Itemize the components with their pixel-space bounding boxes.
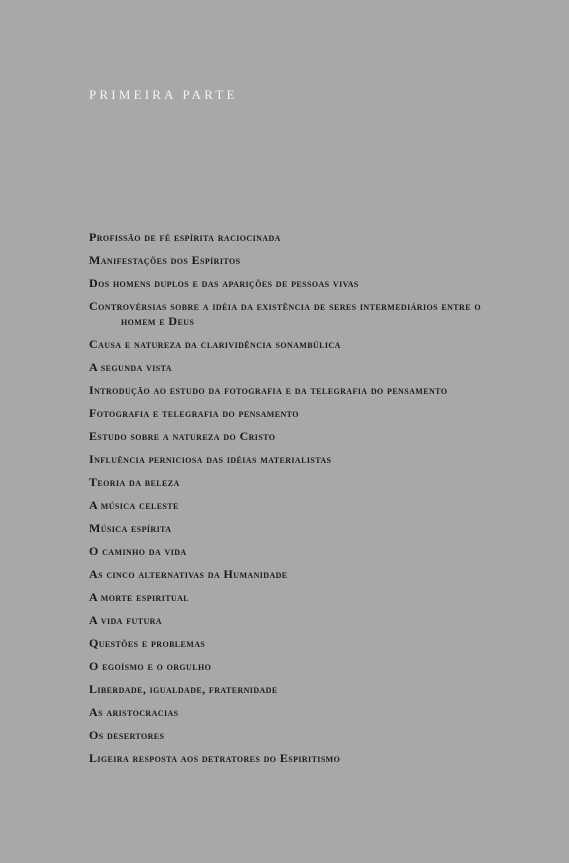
toc-item: A música celeste <box>89 498 179 512</box>
toc-item: O caminho da vida <box>89 544 187 558</box>
toc-item: Música espírita <box>89 521 172 535</box>
toc-item: Dos homens duplos e das aparições de pessoas vivas <box>89 276 359 290</box>
toc-item: As aristocracias <box>89 705 179 719</box>
toc-item: A morte espiritual <box>89 590 190 604</box>
toc-item: A vida futura <box>89 613 162 627</box>
toc-item: Profissão de fé espírita raciocinada <box>89 230 281 244</box>
toc-item: As cinco alternativas da Humanidade <box>89 567 288 581</box>
toc-item: Fotografia e telegrafia do pensamento <box>89 406 299 420</box>
toc-item: Estudo sobre a natureza do Cristo <box>89 429 276 443</box>
toc-item: Ligeira resposta aos detratores do Espiritismo <box>89 751 341 765</box>
toc-item: Liberdade, igualdade, fraternidade <box>89 682 278 696</box>
toc-item: Manifestações dos Espíritos <box>89 253 241 267</box>
part-title: PRIMEIRA PARTE <box>89 87 238 102</box>
toc-item: Causa e natureza da clarividência sonambúlica <box>89 337 341 351</box>
toc-item: Influência perniciosa das idéias materialistas <box>89 452 332 466</box>
toc-item: Teoria da beleza <box>89 475 180 489</box>
table-of-contents <box>89 230 509 774</box>
toc-item: Introdução ao estudo da fotografia e da telegrafia do pensamento <box>89 383 448 397</box>
toc-item: Controvérsias sobre a idéia da existência de seres intermediários entre o homem e Deus <box>89 299 481 328</box>
toc-item: Os desertores <box>89 728 165 742</box>
toc-item: A segunda vista <box>89 360 172 374</box>
toc-item: O egoísmo e o orgulho <box>89 659 212 673</box>
toc-item: Questões e problemas <box>89 636 206 650</box>
